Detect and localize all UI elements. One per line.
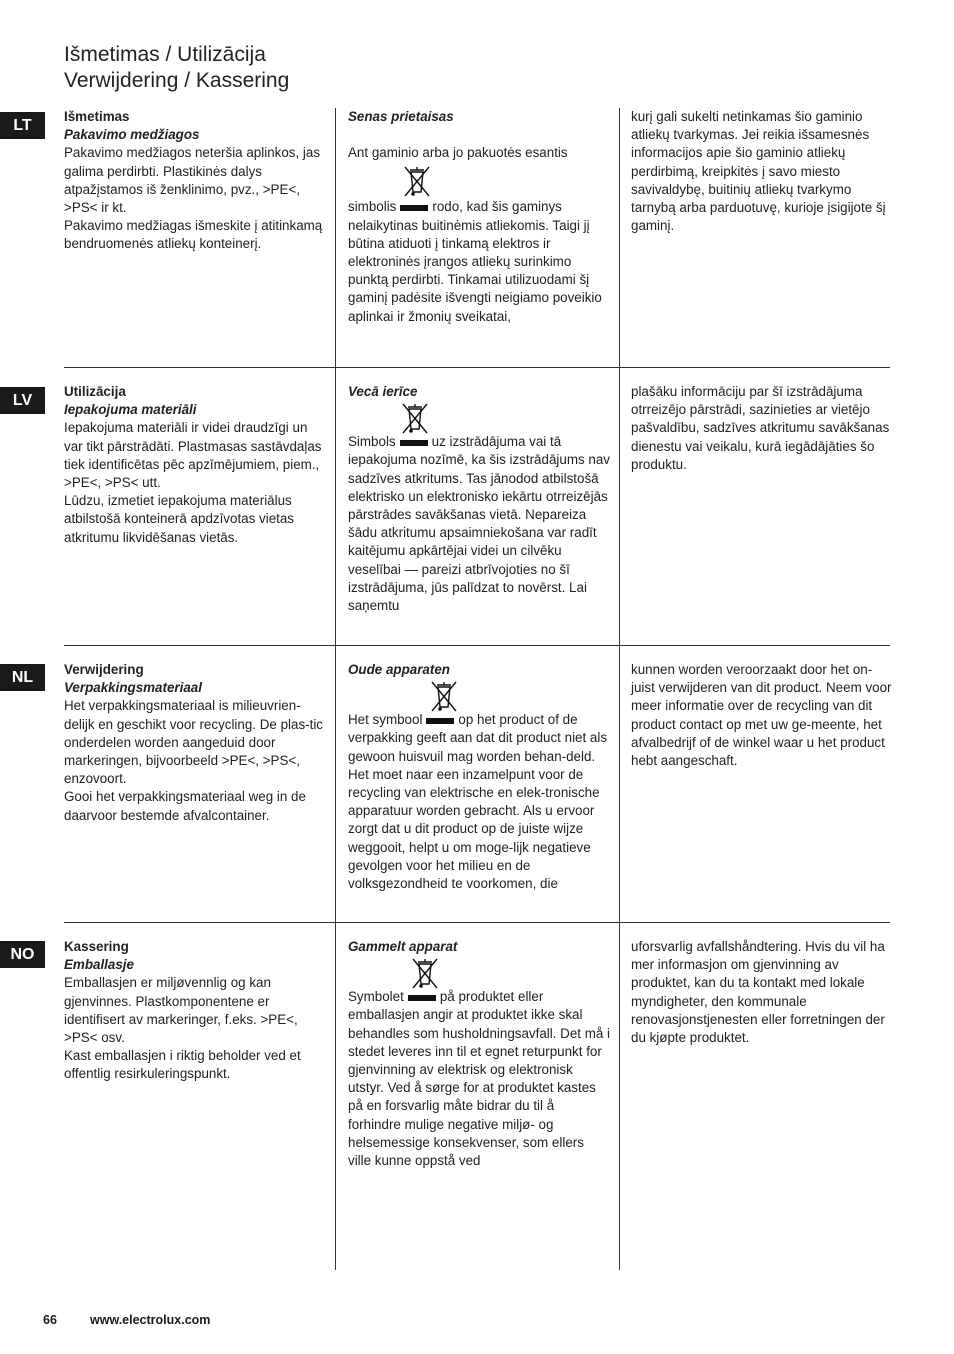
body-text: Emballasjen er miljøvennlig og kan gjenvinnes. Plastkomponentene er identifisert av markeringer, f.eks. >PE<, >PS< osv. Kast emballasjen i riktig beholder ved et offentlig resirkuleringspunkt.	[64, 975, 301, 1082]
body-text: simbolis rodo, kad šis gaminys nelaikytinas buitinėmis atliekomis. Taigi jį būtina atiduoti į tinkamą elektros ir elektroninės įrangos atliekų surinkimo punktą perdirbti. Tinkamai utilizuodami šį gaminį padėsite išvengti neigiamo poveikio aplinkai ir žmonių sveikatai,	[348, 199, 602, 324]
weee-bar-icon	[400, 205, 428, 211]
lv-col-packaging	[64, 383, 326, 547]
section-heading: Gammelt apparat	[348, 939, 458, 954]
lang-tab-nl: NL	[0, 664, 45, 691]
no-col-packaging	[64, 938, 326, 1084]
weee-bar-icon	[426, 718, 454, 724]
column-divider	[335, 108, 336, 1270]
section-divider	[64, 367, 890, 368]
section-heading: Kassering	[64, 939, 129, 954]
body-text: kurį gali sukelti netinkamas šio gaminio atliekų tvarkymas. Jei reikia išsamesnės informacijos apie šio gaminio atliekų perdirbimą, kreipkitės į savo miesto savivaldybę, buitinių atliekų tvarkymo tarnybą arba parduotuvę, kurioje įsigijote šį gaminį.	[631, 109, 886, 234]
body-text: Iepakojuma materiāli ir videi draudzīgi un var tikt pārstrādāti. Plastmasas sastāvdaļas tiek identificētas pēc apzīmējumiem, piem., >PE<, >PS< utt. Lūdzu, izmetiet iepakojuma materiālus atbilstošā konteinerā apdzīvotas vietas atkritumu likvidēšanas vietās.	[64, 420, 322, 545]
section-heading: Išmetimas	[64, 109, 130, 124]
section-heading: Verwijdering	[64, 662, 144, 677]
website-link[interactable]: www.electrolux.com	[90, 1313, 211, 1327]
crossed-out-wheelie-bin-icon	[429, 679, 459, 713]
section-divider	[64, 922, 890, 923]
body-text: Het verpakkingsmateriaal is milieuvrien-delijk en geschikt voor recycling. De plas-tic onderdelen worden aangeduid door markeringen, bijvoorbeeld >PE<, >PS<, enzovoort. Gooi het verpakkingsmateriaal weg in de daarvoor bestemde afvalcontainer.	[64, 698, 323, 823]
section-subheading: Iepakojuma materiāli	[64, 402, 197, 418]
lv-col-continued	[631, 383, 893, 474]
section-heading: Vecā ierīce	[348, 384, 418, 399]
body-text: plašāku informāciju par šī izstrādājuma otrreizējo pārstrādi, sazinieties ar vietējo pašvaldību, sadzīves atkritumu savākšanas dienestu vai veikalu, kurā iegādājāties šo produktu.	[631, 384, 890, 472]
section-heading: Utilizācija	[64, 384, 126, 399]
lt-col-continued	[631, 108, 893, 235]
section-heading: Senas prietaisas	[348, 109, 454, 124]
crossed-out-wheelie-bin-icon	[410, 956, 440, 990]
lang-tab-lv: LV	[0, 387, 45, 414]
weee-bar-icon	[408, 995, 436, 1001]
body-text: Symbolet på produktet eller emballasjen angir at produktet ikke skal behandles som husholdningsavfall. Det må i stedet leveres inn til et egnet returpunkt for gjenvinning av elektrisk og elektronisk utstyr. Ved å sørge for at produktet kastes på en forsvarlig måte bidrar du til å forhindre mulige negative miljø- og helsemessige konsekvenser, som ellers ville kunne oppstå ved	[348, 989, 611, 1169]
nl-col-packaging	[64, 661, 326, 825]
no-col-old-appliance	[348, 938, 610, 1170]
no-col-continued	[631, 938, 893, 1047]
title-line-2: Verwijdering / Kassering	[64, 69, 290, 92]
body-text: Pakavimo medžiagos neteršia aplinkos, jas galima perdirbti. Plastikinės dalys atpažįstamos iš ženklinimo, pvz., >PE<, >PS< ir kt. Pakavimo medžiagas išmeskite į atitinkamą bendruomenės atliekų konteinerį.	[64, 145, 323, 252]
lv-col-old-appliance	[348, 383, 610, 615]
page-title	[64, 42, 289, 94]
body-text: uforsvarlig avfallshåndtering. Hvis du vil ha mer informasjon om gjenvinning av produktet, kan du ta kontakt med lokale myndigheter, den kommunale renovasjonstjenesten eller forretningen der du kjøpte produktet.	[631, 939, 885, 1046]
page-number: 66	[43, 1313, 57, 1327]
lt-col-old-appliance	[348, 108, 610, 326]
section-subheading: Pakavimo medžiagos	[64, 127, 200, 143]
section-subheading: Verpakkingsmateriaal	[64, 680, 202, 696]
weee-bar-icon	[400, 440, 428, 446]
title-line-1: Išmetimas / Utilizācija	[64, 43, 266, 66]
column-divider	[619, 108, 620, 1270]
crossed-out-wheelie-bin-icon	[402, 164, 432, 198]
section-divider	[64, 645, 890, 646]
lang-tab-lt: LT	[0, 112, 45, 139]
body-text: Het symbool op het product of de verpakking geeft aan dat dit product niet als gewoon huisvuil mag worden behan-deld. Het moet naar een inzamelpunt voor de recycling van elektrische en elek-tronische apparatuur worden gebracht. Als u ervoor zorgt dat u dit product op de juiste wijze weggooit, helpt u om moge-lijk negatieve gevolgen voor het milieu en de volksgezondheid te voorkomen, die	[348, 712, 608, 892]
body-text: Simbols uz izstrādājuma vai tā iepakojuma nozīmē, ka šis izstrādājums nav sadzīves atkritums. Tas jānodod atbilstošā elektrisko un elektronisko iekārtu otrreizējās pārstrādes savākšanas vietā. Nepareiza šādu atkritumu apsaimniekošana var radīt kaitējumu apkārtējai videi un cilvēku veselībai — pareizi atbrīvojoties no šī izstrādājuma, jūs palīdzat to novērst. Lai saņemtu	[348, 434, 610, 614]
body-text: Ant gaminio arba jo pakuotės esantis	[348, 145, 568, 161]
nl-col-continued	[631, 661, 893, 770]
section-heading: Oude apparaten	[348, 662, 450, 677]
nl-col-old-appliance	[348, 661, 610, 893]
body-text: kunnen worden veroorzaakt door het on-juist verwijderen van dit product. Neem voor meer informatie over de recycling van dit product contact op met uw ge-meente, het afvalbedrijf of de winkel waar u het product hebt aangeschaft.	[631, 662, 892, 769]
lang-tab-no: NO	[0, 941, 45, 968]
section-subheading: Emballasje	[64, 957, 134, 973]
crossed-out-wheelie-bin-icon	[400, 401, 430, 435]
lt-col-packaging	[64, 108, 326, 254]
